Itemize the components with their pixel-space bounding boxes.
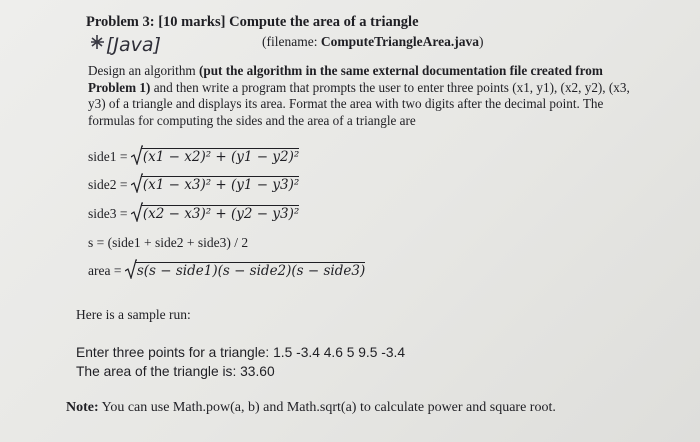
handwritten-java-annotation — [88, 26, 248, 66]
filename: ComputeTriangleArea.java — [320, 34, 479, 49]
formula-side2-radicand: (x1 − x3)² + (y1 − y3)² — [142, 177, 300, 193]
formula-side3-lhs: side3 = — [88, 206, 131, 221]
formula-area-radicand: s(s − side1)(s − side2)(s − side3) — [136, 263, 366, 279]
note-text: You can use Math.pow(a, b) and Math.sqrt(a) to calculate power and square root. — [98, 400, 556, 415]
description-part1: Design an algorithm — [88, 63, 199, 78]
note-label: Note: — [66, 400, 99, 415]
formula-side1-lhs: side1 = — [88, 149, 131, 164]
formula-side2-lhs: side2 = — [88, 177, 131, 192]
formula-s — [88, 235, 248, 251]
formula-side3-radicand: (x2 − x3)² + (y2 − y3)² — [142, 206, 300, 222]
formula-side2 — [88, 176, 299, 194]
description-part2: and then write a program that prompts the user to enter three points (x1, y1), (x2, y2), (x3, y3) of a triangle and displays its area. Format the area with two digits after the decimal point. The formulas for computing the sides and the area of a triangle are — [88, 79, 630, 128]
formula-side3 — [88, 205, 299, 223]
filename-suffix: ) — [478, 34, 484, 49]
sample-heading: Here is a sample run: — [76, 307, 191, 322]
formula-s-text: s = (side1 + side2 + side3) / 2 — [88, 235, 249, 250]
filename-line — [262, 34, 483, 50]
formula-area — [88, 262, 365, 280]
sample-output-line2: The area of the triangle is: 33.60 — [76, 364, 275, 379]
problem-description — [88, 63, 648, 129]
handwritten-java-text: [Java] — [106, 34, 161, 56]
filename-prefix: (filename: — [262, 34, 321, 49]
formula-side1 — [88, 148, 299, 166]
note-line — [66, 400, 556, 416]
formula-area-lhs: area = — [88, 263, 125, 278]
formula-side1-radicand: (x1 − x2)² + (y1 − y2)² — [142, 149, 300, 165]
sample-output-line1: Enter three points for a triangle: 1.5 -3.4 4.6 5 9.5 -3.4 — [76, 345, 406, 360]
problem-title: Problem 3: [10 marks] Compute the area of a triangle — [86, 14, 419, 30]
description-bold: (put the algorithm in the same external documentation file created from Problem 1) — [88, 63, 603, 95]
